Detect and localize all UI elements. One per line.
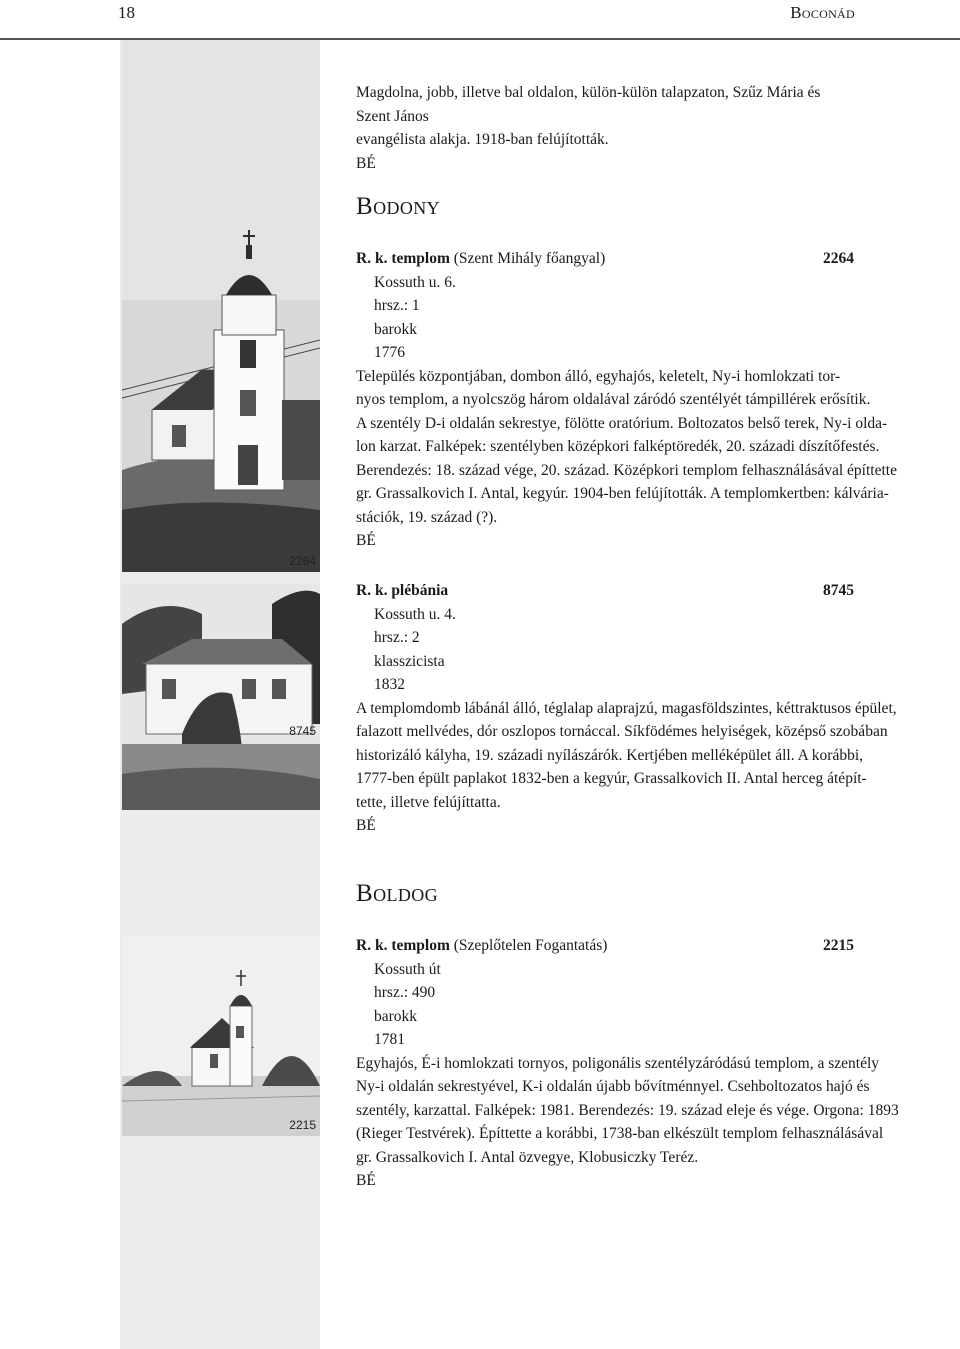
entry-id: 2215: [823, 937, 854, 954]
author-initials: BÉ: [356, 1172, 376, 1189]
page-number: 18: [118, 3, 135, 22]
page-header: [0, 0, 960, 38]
parsonage-photo-icon: [122, 584, 320, 810]
photo-label: 2264: [289, 554, 316, 568]
text-line: A templomdomb lábánál álló, téglalap alaprajzú, magasföldszintes, kéttraktusos épület,: [356, 699, 897, 717]
entry-description: [356, 1052, 899, 1170]
entry-hrsz: hrsz.: 2: [374, 629, 420, 646]
entry-name: (Szent Mihály főangyal): [449, 250, 606, 267]
text-line: gr. Grassalkovich I. Antal, kegyúr. 1904-ben felújították. A templomkertben: kálvária-: [356, 485, 889, 502]
entry-boldog-church: [356, 934, 899, 1193]
text-line: szentély, karzattal. Falképek: 1981. Berendezés: 19. század eleje és vége. Orgona: 1893: [356, 1101, 899, 1119]
text-line: Egyhajós, É-i homlokzati tornyos, poligonális szentélyzáródású templom, a szentély: [356, 1054, 880, 1072]
photo-label: 2215: [289, 1118, 316, 1132]
entry-style: barokk: [374, 320, 418, 338]
text-line: Település központjában, dombon álló, egyhajós, keletelt, Ny-i homlokzati tor-: [356, 367, 841, 385]
entry-address: Kossuth út: [374, 960, 441, 978]
entry-year: 1776: [374, 344, 405, 361]
entry-heading: [356, 579, 854, 603]
photo-label: 8745: [289, 724, 316, 738]
entry-address: Kossuth u. 6.: [374, 273, 456, 291]
church-photo-icon: [122, 936, 320, 1136]
entry-id: 8745: [823, 582, 854, 599]
text-line: falazott mellvédes, dór oszlopos tornáccal. Síkfödémes helyiségek, középső szobában: [356, 723, 888, 740]
text-line: (Rieger Testvérek). Építtette a korábbi, 1738-ban elkészült templom felhasználásával: [356, 1125, 884, 1142]
entry-type: R. k. templom: [356, 937, 450, 954]
text-line: gr. Grassalkovich I. Antal özvegye, Klobusiczky Teréz.: [356, 1148, 699, 1166]
entry-bodony-church: [356, 247, 897, 553]
text-line: nyos templom, a nyolcszög három oldalával záródó szentélyét támpillérek erősítik.: [356, 391, 871, 408]
author-initials: BÉ: [356, 532, 376, 549]
text-line: 1777-ben épült paplakot 1832-ben a kegyúr, Grassalkovich II. Antal herceg átépít-: [356, 770, 867, 787]
entry-year: 1781: [374, 1031, 405, 1048]
text-line: lon karzat. Falképek: szentélyben középkori falképtöredék, 20. századi díszítőfestés.: [356, 438, 880, 455]
author-initials: BÉ: [356, 817, 376, 834]
intro-text: [356, 81, 854, 175]
entry-id: 2264: [823, 250, 854, 267]
entry-hrsz: hrsz.: 1: [374, 297, 420, 314]
photo-column: [120, 40, 320, 1349]
text-line: Berendezés: 18. század vége, 20. század. Középkori templom felhasználásával építtette: [356, 461, 897, 479]
entry-address: Kossuth u. 4.: [374, 605, 456, 623]
photo-bodony-church: [122, 40, 320, 572]
photo-boldog-church: [122, 936, 320, 1136]
running-head: Boconád: [790, 3, 855, 22]
entry-type: R. k. templom: [356, 250, 450, 267]
entry-style: klasszicista: [374, 652, 445, 670]
text-line: A szentély D-i oldalán sekrestye, fölötte oratórium. Boltozatos belső terek, Ny-i olda-: [356, 414, 888, 432]
entry-type: R. k. plébánia: [356, 582, 449, 599]
entry-hrsz: hrsz.: 490: [374, 984, 436, 1001]
section-title-bodony: Bodony: [356, 193, 441, 220]
entry-bodony-parsonage: [356, 579, 897, 838]
section-title-boldog: Boldog: [356, 880, 439, 907]
entry-year: 1832: [374, 676, 405, 693]
text-line: stációk, 19. század (?).: [356, 508, 498, 526]
entry-description: [356, 697, 897, 815]
photo-bodony-parsonage: [122, 584, 320, 810]
entry-heading: [356, 247, 854, 271]
church-photo-icon: [122, 40, 320, 572]
text-line: Ny-i oldalán sekrestyével, K-i oldalán újabb bővítménnyel. Csehboltozatos hajó és: [356, 1078, 870, 1095]
author-initials: BÉ: [356, 154, 376, 172]
entry-name: (Szeplőtelen Fogantatás): [449, 937, 608, 954]
text-line: tette, illetve felújíttatta.: [356, 793, 501, 811]
text-line: Magdolna, jobb, illetve bal oldalon, külön-külön talapzaton, Szűz Mária és Szent János: [356, 84, 821, 125]
entry-heading: [356, 934, 854, 958]
text-line: historizáló kályha, 19. századi nyílászárók. Kertjében melléképület áll. A korábbi,: [356, 746, 864, 764]
entry-description: [356, 365, 897, 530]
entry-style: barokk: [374, 1007, 418, 1025]
text-line: evangélista alakja. 1918-ban felújították.: [356, 131, 609, 148]
